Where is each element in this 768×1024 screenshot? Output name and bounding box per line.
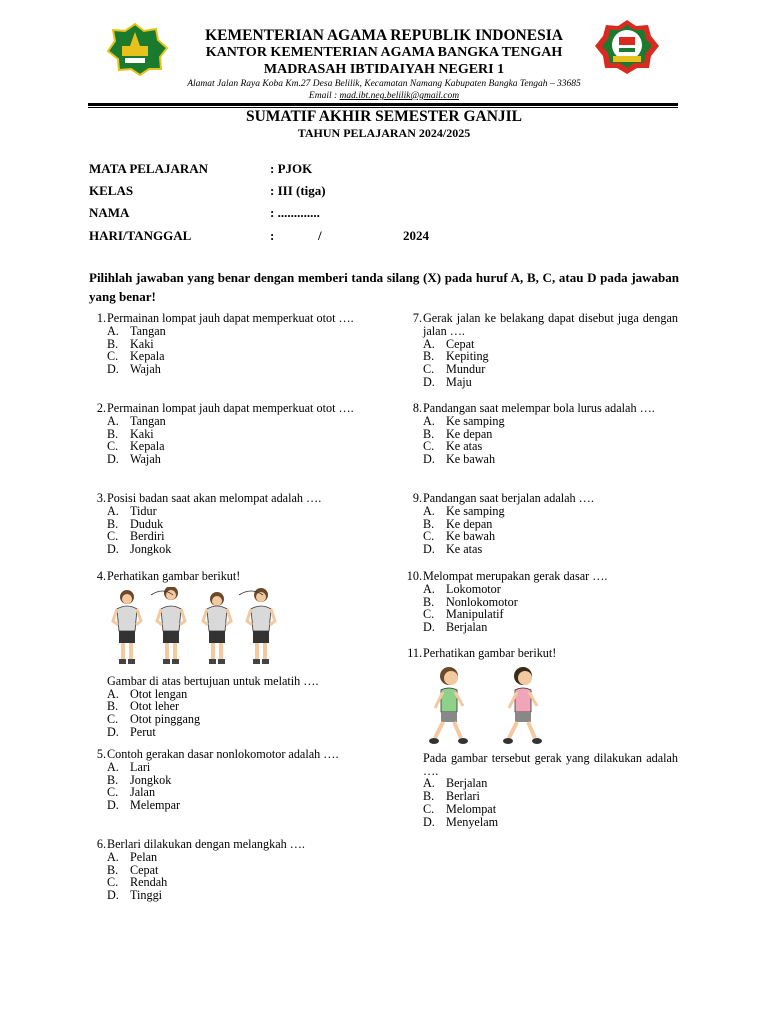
option-letter: B. [423, 349, 435, 364]
question-text: Pandangan saat berjalan adalah …. [423, 491, 594, 505]
option-letter: C. [107, 712, 119, 727]
answer-option[interactable] [423, 543, 678, 556]
question-text: Perhatikan gambar berikut! [423, 646, 557, 660]
option-text: Tinggi [130, 888, 163, 903]
question-number: 1. [96, 311, 106, 325]
letterhead-email-line [0, 91, 768, 101]
letterhead-line-2: KANTOR KEMENTERIAN AGAMA BANGKA TENGAH [205, 45, 563, 60]
option-letter: B. [423, 426, 435, 441]
option-list [107, 415, 364, 466]
option-list [423, 505, 678, 556]
answer-option[interactable] [107, 543, 364, 556]
option-text: Wajah [130, 362, 161, 377]
option-text: Ke depan [446, 516, 493, 531]
question-text: Permainan lompat jauh dapat memperkuat otot …. [107, 311, 354, 325]
question-text-continued: Gambar di atas bertujuan untuk melatih …. [107, 673, 319, 688]
option-text: Berdiri [130, 529, 165, 544]
option-text: Mundur [446, 362, 486, 377]
option-text: Perut [130, 724, 156, 739]
email-label: Email : [308, 91, 340, 101]
option-text: Otot leher [130, 699, 180, 714]
option-letter: D. [423, 814, 435, 829]
question-text: Pandangan saat melempar bola lurus adalah …. [423, 401, 655, 415]
question-number: 9. [412, 491, 422, 505]
answer-option[interactable] [423, 453, 678, 466]
option-text: Otot pinggang [130, 712, 201, 727]
option-letter: A. [423, 413, 435, 428]
option-letter: A. [107, 759, 119, 774]
option-letter: A. [423, 581, 435, 596]
option-letter: D. [107, 724, 119, 739]
option-letter: B. [107, 699, 119, 714]
question-8 [405, 402, 678, 466]
option-list [107, 761, 364, 812]
option-text: Tangan [130, 323, 166, 338]
answer-option[interactable] [107, 851, 364, 864]
option-text: Jongkok [130, 542, 172, 557]
question-number: 6. [96, 837, 106, 851]
option-letter: B. [423, 789, 435, 804]
option-text: Melempar [130, 798, 181, 813]
answer-option[interactable] [107, 363, 364, 376]
option-list [423, 777, 678, 828]
identity-value-date: : [270, 228, 275, 243]
answer-option[interactable] [423, 621, 678, 634]
answer-option[interactable] [107, 726, 364, 739]
question-number: 11. [407, 646, 422, 660]
option-letter: C. [107, 785, 119, 800]
option-letter: C. [423, 439, 435, 454]
option-letter: D. [107, 362, 119, 377]
option-letter: B. [107, 426, 119, 441]
walking-children-illustration [423, 664, 563, 748]
question-text: Posisi badan saat akan melompat adalah …. [107, 491, 322, 505]
answer-option[interactable] [107, 415, 364, 428]
option-letter: C. [423, 529, 435, 544]
option-text: Lari [130, 759, 151, 774]
option-letter: A. [107, 849, 119, 864]
option-list [107, 688, 364, 739]
option-list [423, 583, 678, 634]
option-text: Berjalan [446, 620, 488, 635]
answer-option[interactable] [423, 505, 678, 518]
option-text: Kaki [130, 426, 154, 441]
question-4 [89, 570, 364, 739]
question-3 [89, 492, 364, 556]
question-text: Perhatikan gambar berikut! [107, 569, 241, 583]
question-9 [405, 492, 678, 556]
question-text: Contoh gerakan dasar nonlokomotor adalah …. [107, 747, 339, 761]
option-text: Kaki [130, 336, 154, 351]
letterhead-rule-thick [88, 103, 678, 106]
question-2 [89, 402, 364, 466]
question-number: 2. [96, 401, 106, 415]
option-text: Duduk [130, 516, 164, 531]
option-text: Manipulatif [446, 607, 504, 622]
identity-value-class: : III (tiga) [270, 183, 326, 198]
option-letter: A. [423, 776, 435, 791]
option-letter: A. [107, 686, 119, 701]
question-number: 8. [412, 401, 422, 415]
answer-option[interactable] [107, 505, 364, 518]
email-link[interactable]: mad.ibt.neg.belilik@gmail.com [339, 91, 460, 101]
option-letter: D. [107, 452, 119, 467]
question-text: Berlari dilakukan dengan melangkah …. [107, 837, 305, 851]
answer-option[interactable] [423, 583, 678, 596]
option-letter: D. [423, 620, 435, 635]
question-number: 10. [406, 569, 422, 583]
identity-value-subject: : PJOK [270, 161, 313, 176]
option-letter: C. [107, 349, 119, 364]
question-text-continued: Pada gambar tersebut gerak yang dilakukan adalah …. [423, 750, 678, 778]
option-text: Ke bawah [446, 452, 496, 467]
option-letter: B. [107, 772, 119, 787]
option-letter: D. [107, 888, 119, 903]
identity-label-subject: MATA PELAJARAN [89, 161, 209, 176]
option-text: Berjalan [446, 776, 488, 791]
question-number: 5. [96, 747, 106, 761]
option-letter: D. [423, 542, 435, 557]
question-text: Permainan lompat jauh dapat memperkuat otot …. [107, 401, 354, 415]
option-letter: C. [423, 362, 435, 377]
option-text: Ke samping [446, 413, 505, 428]
option-letter: B. [107, 516, 119, 531]
question-11 [405, 647, 678, 829]
option-text: Ke samping [446, 503, 505, 518]
option-letter: B. [423, 594, 435, 609]
neck-exercise-illustration [107, 587, 287, 671]
option-text: Ke atas [446, 439, 483, 454]
answer-option[interactable] [107, 325, 364, 338]
option-text: Cepat [130, 862, 159, 877]
answer-option[interactable] [423, 816, 678, 829]
identity-date-slash: / [318, 228, 322, 243]
option-letter: A. [107, 323, 119, 338]
answer-option[interactable] [107, 453, 364, 466]
option-text: Melompat [446, 801, 497, 816]
answer-option[interactable] [107, 799, 364, 812]
option-letter: D. [107, 542, 119, 557]
option-letter: B. [107, 862, 119, 877]
option-letter: D. [107, 798, 119, 813]
option-letter: C. [107, 529, 119, 544]
identity-date-year: 2024 [403, 228, 429, 243]
option-text: Otot lengan [130, 686, 188, 701]
option-text: Wajah [130, 452, 161, 467]
option-letter: C. [423, 801, 435, 816]
identity-value-name[interactable]: : ............. [270, 205, 320, 220]
option-text: Ke bawah [446, 529, 496, 544]
option-letter: C. [107, 875, 119, 890]
letterhead-address: Alamat Jalan Raya Koba Km.27 Desa Belilik, Kecamatan Namang Kabupaten Bangka Tengah – 33685 [187, 79, 581, 89]
option-text: Jalan [130, 785, 156, 800]
option-letter: A. [423, 503, 435, 518]
option-letter: C. [107, 439, 119, 454]
option-text: Pelan [130, 849, 158, 864]
question-text: Gerak jalan ke belakang dapat disebut juga dengan jalan …. [423, 311, 678, 338]
option-text: Menyelam [446, 814, 499, 829]
option-letter: A. [107, 413, 119, 428]
option-list [107, 325, 364, 376]
letterhead-line-3: MADRASAH IBTIDAIYAH NEGERI 1 [263, 62, 505, 77]
answer-option[interactable] [423, 415, 678, 428]
option-text: Nonlokomotor [446, 594, 518, 609]
option-text: Kepala [130, 349, 165, 364]
question-1 [89, 312, 364, 376]
question-6 [89, 838, 364, 902]
option-text: Lokomotor [446, 581, 501, 596]
exam-subtitle: TAHUN PELAJARAN 2024/2025 [297, 126, 471, 140]
identity-label-class: KELAS [89, 183, 134, 198]
question-10 [405, 570, 678, 634]
option-letter: B. [423, 516, 435, 531]
option-list [423, 338, 678, 389]
question-7 [405, 312, 678, 389]
option-text: Maju [446, 374, 472, 389]
option-letter: D. [423, 374, 435, 389]
option-text: Tangan [130, 413, 166, 428]
answer-option[interactable] [107, 761, 364, 774]
answer-option[interactable] [423, 803, 678, 816]
option-text: Ke depan [446, 426, 493, 441]
instructions: Pilihlah jawaban yang benar dengan memberi tanda silang (X) pada huruf A, B, C, atau D pada jawaban yang benar! [89, 270, 679, 304]
option-text: Kepala [130, 439, 165, 454]
question-5 [89, 748, 364, 812]
question-number: 3. [96, 491, 106, 505]
option-text: Tidur [130, 503, 157, 518]
question-number: 7. [412, 311, 422, 325]
letterhead-line-1: KEMENTERIAN AGAMA REPUBLIK INDONESIA [205, 27, 563, 44]
option-list [107, 851, 364, 902]
option-text: Jongkok [130, 772, 172, 787]
option-text: Cepat [446, 336, 475, 351]
option-text: Berlari [446, 789, 480, 804]
option-list [423, 415, 678, 466]
answer-option[interactable] [107, 889, 364, 902]
option-text: Rendah [130, 875, 168, 890]
exam-title: SUMATIF AKHIR SEMESTER GANJIL [245, 108, 523, 125]
option-letter: A. [107, 503, 119, 518]
answer-option[interactable] [423, 376, 678, 389]
option-list [107, 505, 364, 556]
option-letter: B. [107, 336, 119, 351]
question-number: 4. [96, 569, 106, 583]
question-text: Melompat merupakan gerak dasar …. [423, 569, 608, 583]
identity-label-date: HARI/TANGGAL [89, 228, 192, 243]
identity-label-name: NAMA [89, 205, 130, 220]
option-text: Ke atas [446, 542, 483, 557]
option-letter: C. [423, 607, 435, 622]
option-letter: D. [423, 452, 435, 467]
option-letter: A. [423, 336, 435, 351]
option-text: Kepiting [446, 349, 489, 364]
